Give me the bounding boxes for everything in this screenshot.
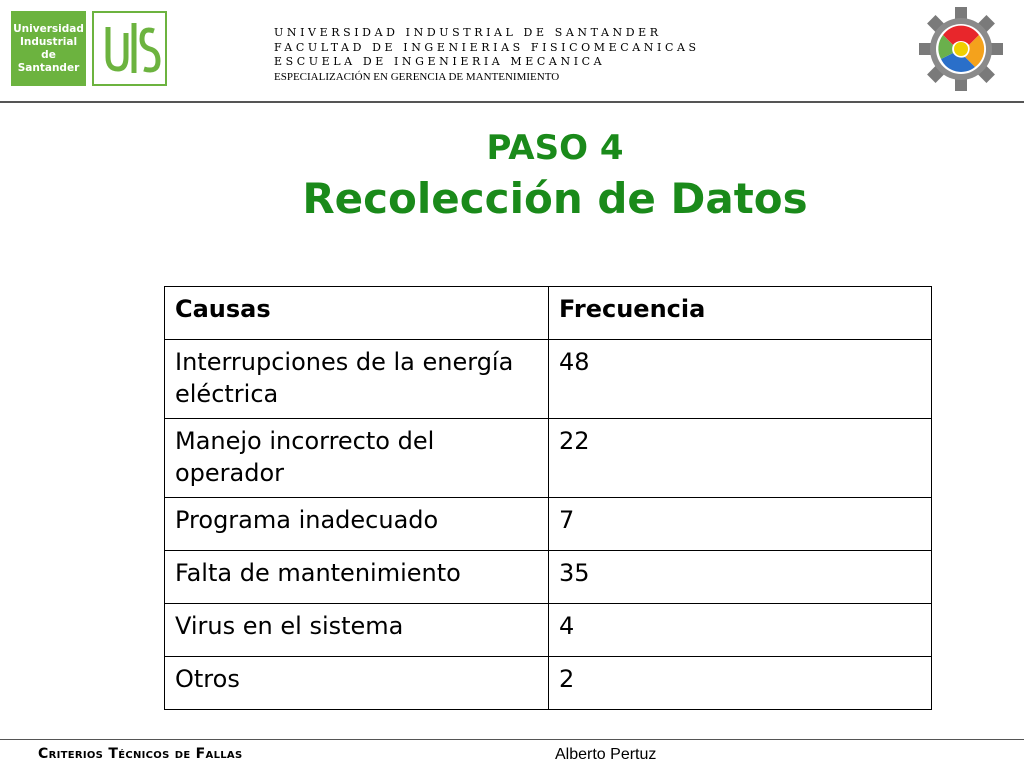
page-title: Recolección de Datos — [302, 174, 808, 223]
logo-text-line2: Industrial de — [19, 35, 78, 61]
cause-cell: Otros — [165, 657, 549, 710]
table-row — [165, 419, 932, 498]
table-row — [165, 604, 932, 657]
frequency-cell: 35 — [549, 551, 932, 604]
cause-cell: Falta de mantenimiento — [165, 551, 549, 604]
frequency-cell: 22 — [549, 419, 932, 498]
logo-text-line1: Universidad — [13, 22, 84, 35]
cause-cell: Virus en el sistema — [165, 604, 549, 657]
logo-text-line3: Santander — [17, 61, 80, 74]
table-row — [165, 498, 932, 551]
header-divider — [0, 101, 1024, 103]
cause-cell: Manejo incorrecto del operador — [165, 419, 549, 498]
table-row — [165, 657, 932, 710]
uis-emblem-icon — [92, 11, 167, 86]
causes-frequency-table — [164, 286, 932, 710]
gear-logo-icon — [918, 6, 1004, 92]
footer-divider — [0, 739, 1024, 740]
table-header-row — [165, 287, 932, 340]
university-name: UNIVERSIDAD INDUSTRIAL DE SANTANDER — [274, 26, 662, 39]
cause-cell: Interrupciones de la energía eléctrica — [165, 340, 549, 419]
frequency-cell: 48 — [549, 340, 932, 419]
school-name: ESCUELA DE INGENIERIA MECANICA — [274, 55, 606, 68]
specialization-name: ESPECIALIZACIÓN EN GERENCIA DE MANTENIMIENTO — [274, 70, 560, 83]
author-name: Alberto Pertuz — [555, 746, 657, 763]
course-name: Criterios Técnicos de Fallas — [38, 746, 243, 762]
column-header-causes: Causas — [165, 287, 549, 340]
frequency-cell: 2 — [549, 657, 932, 710]
faculty-name: FACULTAD DE INGENIERIAS FISICOMECANICAS — [274, 40, 700, 54]
step-title: PASO 4 — [486, 128, 624, 168]
table-row — [165, 340, 932, 419]
column-header-frequency: Frecuencia — [549, 287, 932, 340]
frequency-cell: 4 — [549, 604, 932, 657]
table-row — [165, 551, 932, 604]
institution-header — [274, 26, 700, 84]
university-logo — [11, 11, 86, 86]
cause-cell: Programa inadecuado — [165, 498, 549, 551]
frequency-cell: 7 — [549, 498, 932, 551]
